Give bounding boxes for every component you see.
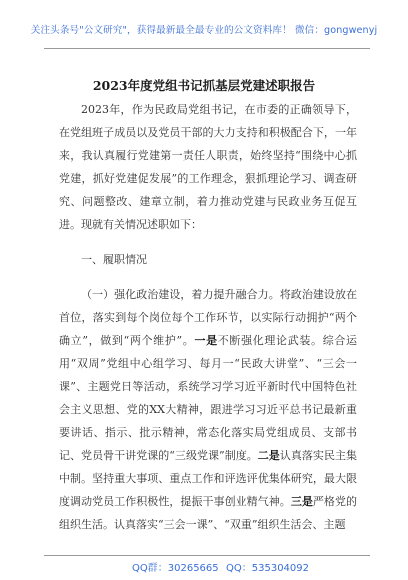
footer-divider (44, 555, 370, 556)
bold-marker: 三是 (290, 495, 313, 508)
section1-paragraph (59, 283, 357, 536)
para-text: 认真落实民主集中制。坚持重大事项、重点工作和评选评优集体研究，最大限度调动党员工作积极性，提振干事创业精气神。 (59, 449, 358, 508)
qq-group-number: QQ群：30265665 (132, 563, 219, 574)
document-body (59, 98, 357, 536)
bold-marker: 一是 (194, 334, 218, 347)
para-text: （一）强化政治建设，着力提升融合力。将政治建设放在首位，落实到每个岗位每个工作环节，以实际行动拥护“两个确立”，做到“两个维护”。 (59, 288, 357, 347)
para-text: 严格党的组织生活。认真落实“三会一课”、“双重”组织生活会、主题 (59, 495, 358, 531)
page-header (0, 0, 408, 64)
qq-number: QQ：535304092 (226, 563, 310, 574)
document-title: 2023年度党组书记抓基层党建述职报告 (92, 78, 316, 93)
header-divider (44, 48, 370, 49)
intro-paragraph: 2023年，作为民政局党组书记，在市委的正确领导下，在党组班子成员以及党员干部的大力支持和积极配合下，一年来，我认真履行党建第一责任人职责，始终坚持“围绕中心抓党建，抓好党建促发展”的工作理念，狠抓理论学习、调查研究、问题整改、建章立制，着力推动党建与民政业务互促互进。现就有关情况述职如下： (59, 103, 357, 231)
para-text: 不断强化理论武装。综合运用“双周”党组中心组学习、每月一“民政大讲堂”、“三会一课”、主题党日等活动，系统学习学习近平新时代中国特色社会主义思想、党的XX大精神，跟进学习习近平总书记最新重要讲话、指示、批示精神，常态化落实局党组成员、支部书记、党员骨干讲党课的“三级党课”制度。 (59, 334, 358, 462)
section-heading: 一、履职情况 (81, 253, 147, 266)
header-banner-text: 关注头条号"公文研究"，获得最新最全最专业的公文资料库！ 微信：gongwenyj (30, 25, 378, 36)
bold-marker: 二是 (257, 449, 280, 462)
